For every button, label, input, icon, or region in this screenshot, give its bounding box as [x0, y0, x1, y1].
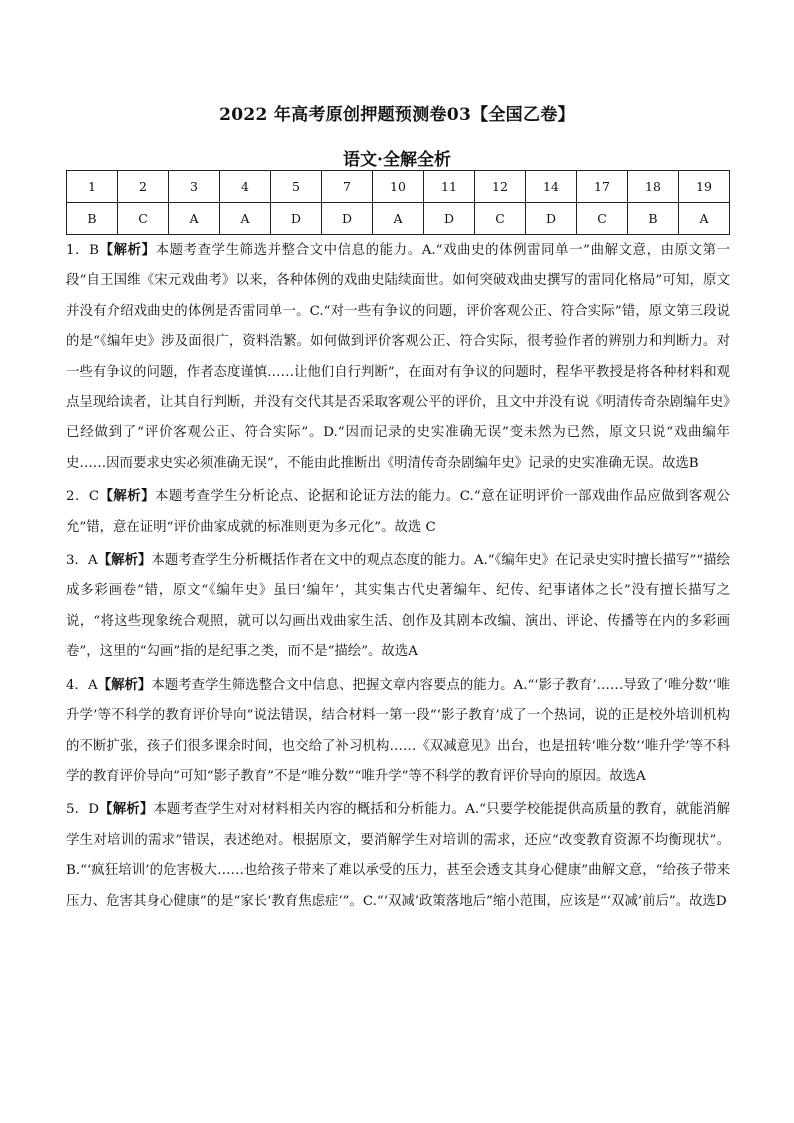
- answer-cell: D: [526, 203, 577, 235]
- page-subtitle: 语文·全解全析: [343, 150, 451, 170]
- explanation-item: [66, 481, 730, 543]
- question-number-cell: 18: [628, 171, 679, 203]
- explanation-number: 3．A: [66, 553, 98, 569]
- question-number-cell: 19: [679, 171, 730, 203]
- explanation-text: 本题考查学生筛选整合文中信息、把握文章内容要点的能力。A.“‘影子教育’……导致了‘唯分数’‘唯升学’等不科学的教育评价导向”说法错误，结合材料一第一段“‘影子教育’成了一个热词，说的正是校外培训机构的不断扩张，孩子们很多课余时间，也交给了补习机构……《双减意见》出台，也是扭转‘唯分数’‘唯升学’等不科学的教育评价导向”可知“影子教育”不是“唯分数”“唯升学”等不科学的教育评价导向的原因。故选A: [66, 677, 730, 784]
- question-number-cell: 14: [526, 171, 577, 203]
- question-number-cell: 4: [220, 171, 271, 203]
- question-number-cell: 17: [577, 171, 628, 203]
- answer-cell: C: [475, 203, 526, 235]
- explanation-item: [66, 794, 730, 917]
- answer-cell: A: [169, 203, 220, 235]
- answer-cell: A: [220, 203, 271, 235]
- page-title: 2022 年高考原创押题预测卷03【全国乙卷】: [219, 105, 575, 125]
- answer-cell: B: [67, 203, 118, 235]
- question-number-cell: 7: [322, 171, 373, 203]
- explanation-item: [66, 235, 730, 479]
- question-number-cell: 12: [475, 171, 526, 203]
- explanation-number: 5．D: [66, 802, 99, 818]
- question-number-cell: 5: [271, 171, 322, 203]
- answer-cell: D: [424, 203, 475, 235]
- explanation-text: 本题考查学生对对材料相关内容的概括和分析能力。A.“只要学校能提供高质量的教育，就能消解学生对培训的需求”错误，表述绝对。根据原文，要消解学生对培训的需求，还应“改变教育资源不均衡现状”。B.“‘疯狂培训’的危害极大……也给孩子带来了难以承受的压力，甚至会透支其身心健康”曲解文意，“给孩子带来压力、危害其身心健康”的是“家长‘教育焦虑症’”。C.“‘双减’政策落地后”缩小范围，应该是“‘双减’前后”。故选D: [66, 802, 730, 909]
- question-number-cell: 3: [169, 171, 220, 203]
- answer-table: [66, 170, 730, 235]
- explanation-number: 2．C: [66, 489, 100, 505]
- question-number-row: [67, 171, 730, 203]
- explanation-tag: 【解析】: [97, 552, 152, 569]
- question-number-cell: 10: [373, 171, 424, 203]
- explanation-number: 1．B: [66, 243, 99, 258]
- explanation-text: 本题考查学生分析概括作者在文中的观点态度的能力。A.“《编年史》在记录史实时擅长描写”“描绘成多彩画卷”错，原文“《编年史》虽曰‘编年’，其实集古代史著编年、纪传、纪事诸体之长”没有擅长描写之说，“将这些现象统合观照，就可以勾画出戏曲家生活、创作及其剧本改编、演出、评论、传播等在内的多彩画卷”，这里的“勾画”指的是纪事之类，而不是“描绘”。故选A: [66, 553, 730, 660]
- explanation-text: 本题考查学生分析论点、论据和论证方法的能力。C.“意在证明评价一部戏曲作品应做到客观公允”错，意在证明“评价曲家成就的标准则更为多元化”。故选 C: [66, 489, 731, 535]
- answer-row: [67, 203, 730, 235]
- answer-cell: D: [271, 203, 322, 235]
- explanation-number: 4．A: [66, 677, 98, 693]
- explanation-tag: 【解析】: [98, 242, 156, 258]
- explanation-item: [66, 670, 730, 793]
- explanation-text: 本题考查学生筛选并整合文中信息的能力。A.“戏曲史的体例雷同单一”曲解文意，由原文第一段“自王国维《宋元戏曲考》以来，各种体例的戏曲史陆续面世。如何突破戏曲史撰写的雷同化格局”可知，原文并没有介绍戏曲史的体例是否雷同单一。C.“对一些有争议的问题，评价客观公正、符合实际”错，原文第三段说的是“《编年史》涉及面很广，资料浩繁。如何做到评价客观公正、符合实际，很考验作者的辨别力和判断力。对一些有争议的问题，作者态度谨慎……让他们自行判断”，在面对有争议的问题时，程华平教授是将各种材料和观点呈现给读者，让其自行判断，并没有交代其是否采取客观公平的评价，且文中并没有说《明清传奇杂剧编年史》已经做到了“评价客观公正、符合实际”。D.“因而记录的史实准确无误”变未然为已然，原文只说“戏曲编年史……因而要求史实必须准确无误”，不能由此推断出《明清传奇杂剧编年史》记录的史实准确无误。故选B: [66, 243, 730, 471]
- answer-cell: A: [373, 203, 424, 235]
- question-number-cell: 1: [67, 171, 118, 203]
- question-number-cell: 2: [118, 171, 169, 203]
- explanation-tag: 【解析】: [99, 488, 155, 505]
- explanation-tag: 【解析】: [97, 676, 152, 693]
- explanations: [66, 235, 730, 919]
- answer-cell: C: [577, 203, 628, 235]
- explanation-item: [66, 545, 730, 668]
- explanation-tag: 【解析】: [98, 801, 154, 818]
- question-number-cell: 11: [424, 171, 475, 203]
- answer-cell: C: [118, 203, 169, 235]
- answer-cell: D: [322, 203, 373, 235]
- answer-cell: A: [679, 203, 730, 235]
- answer-cell: B: [628, 203, 679, 235]
